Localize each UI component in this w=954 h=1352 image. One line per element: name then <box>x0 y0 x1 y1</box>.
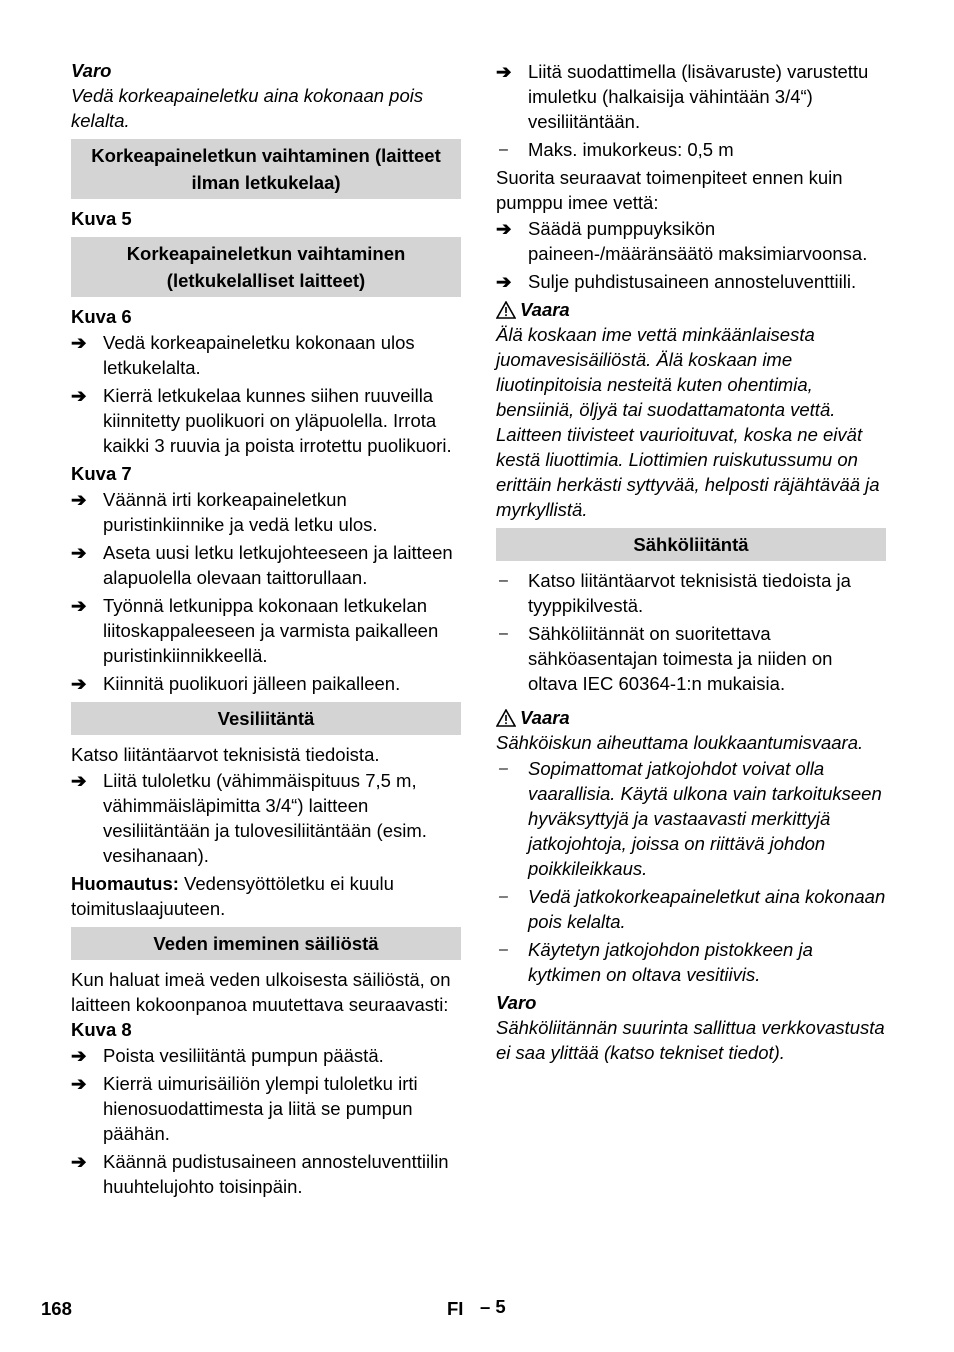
varo-text-2: Sähköliitännän suurinta sallittua verkkovastusta ei saa ylittää (katso tekniset tiedot). <box>496 1017 885 1063</box>
arrow-right-icon: ➔ <box>496 271 512 292</box>
arrow-right-icon: ➔ <box>71 542 87 563</box>
note-paragraph <box>71 871 461 921</box>
left-column <box>71 58 461 1202</box>
dash-bullet: – <box>499 941 508 958</box>
page-number: 168 <box>41 1298 72 1319</box>
list-item: – Käytetyn jatkojohdon pistokkeen ja kytkimen on oltava vesitiivis. <box>496 937 886 987</box>
danger-title-1: Vaara <box>496 297 886 322</box>
arrow-right-icon: ➔ <box>71 1045 87 1066</box>
arrow-right-icon: ➔ <box>496 218 512 239</box>
varo-text: Vedä korkeapaineletku aina kokonaan pois kelalta. <box>71 85 424 131</box>
list-item: – Sopimattomat jatkojohdot voivat olla vaarallisia. Käytä ulkona vain tarkoitukseen hyväksyttyjä ja vastaavasti merkittyjä jatkojohtoja, joissa on riittävä johdon poikkileikkaus. <box>496 756 886 881</box>
danger-text-1: Älä koskaan ime vettä minkäänlaisesta juomavesisäiliöstä. Älä koskaan ime liuotinpitoisia nesteitä kuten ohentimia, bensiiniä, öljyä tai suodattamatonta vettä. Laitteen tiivisteet vaurioituvat, koska ne eivät kestä liuottimia. Liottimien ruiskutussumu on erittäin herkästi syttyvää, helposti räjähtävää ja myrkyllistä. <box>496 324 880 520</box>
danger-title-2: Vaara <box>496 705 886 730</box>
list-item: – Maks. imukorkeus: 0,5 m <box>496 137 886 162</box>
arrow-right-icon: ➔ <box>71 332 87 353</box>
list-item: ➔ Säädä pumppuyksikön paineen-/määränsäätö maksimiarvoonsa. <box>496 218 868 264</box>
list-item: ➔ Liitä tuloletku (vähimmäispituus 7,5 m, vähimmäisläpimitta 3/4“) laitteen vesiliitäntään ja tulovesiliitäntään (esim. vesihanaan). <box>71 770 427 866</box>
list-item: ➔ Kierrä uimurisäiliön ylempi tuloletku irti hienosuodattimesta ja liitä se pumpun päähän. <box>71 1073 418 1144</box>
arrow-right-icon: ➔ <box>71 489 87 510</box>
warning-triangle-icon <box>496 297 516 322</box>
warning-triangle-icon <box>496 705 516 730</box>
section-number: – 5 <box>480 1296 506 1317</box>
varo-title: Varo <box>71 60 112 81</box>
language-code: FI <box>447 1298 464 1319</box>
suction-text: Kun haluat imeä veden ulkoisesta säiliöstä, on laitteen kokoonpanoa muutettava seuraavasti: <box>71 969 451 1015</box>
list-item: ➔ Kierrä letkukelaa kunnes siihen ruuveilla kiinnitetty puolikuori on yläpuolella. Irrota kaikki 3 ruuvia ja poista irrotettu puolikuori. <box>71 385 452 456</box>
arrow-right-icon: ➔ <box>71 673 87 694</box>
section-heading-electrical: Sähköliitäntä <box>496 528 886 561</box>
list-item: – Vedä jatkokorkeapaineletkut aina kokonaan pois kelalta. <box>496 884 886 934</box>
section-heading-hose-replace-reel: Korkeapaineletkun vaihtaminen (letkukelalliset laitteet) <box>71 237 461 297</box>
dash-bullet: – <box>499 572 508 589</box>
figure-ref-7: Kuva 7 <box>71 463 132 484</box>
danger-text-2: Sähköiskun aiheuttama loukkaantumisvaara. <box>496 732 864 753</box>
list-item: ➔ Vedä korkeapaineletku kokonaan ulos letkukelalta. <box>71 332 415 378</box>
arrow-right-icon: ➔ <box>71 595 87 616</box>
figure-ref-8: Kuva 8 <box>71 1019 132 1040</box>
water-connection-text: Katso liitäntäarvot teknisistä tiedoista. <box>71 744 380 765</box>
arrow-right-icon: ➔ <box>71 1073 87 1094</box>
figure-ref-5: Kuva 5 <box>71 208 132 229</box>
varo-title-2: Varo <box>496 992 537 1013</box>
list-item: ➔ Käännä pudistusaineen annosteluventtiilin huuhtelujohto toisinpäin. <box>71 1151 449 1197</box>
section-heading-hose-replace-no-reel: Korkeapaineletkun vaihtaminen (laitteet ilman letkukelaa) <box>71 139 461 199</box>
list-item: ➔ Aseta uusi letku letkujohteeseen ja laitteen alapuolella olevaan taittorullaan. <box>71 542 453 588</box>
dash-bullet: – <box>499 141 508 158</box>
section-heading-water-connection: Vesiliitäntä <box>71 702 461 735</box>
list-item: – Katso liitäntäarvot teknisistä tiedoista ja tyyppikilvestä. <box>496 568 886 618</box>
arrow-right-icon: ➔ <box>71 385 87 406</box>
note-label: Huomautus: <box>71 873 179 894</box>
pre-suction-text: Suorita seuraavat toimenpiteet ennen kuin pumppu imee vettä: <box>496 167 843 213</box>
section-heading-suction: Veden imeminen säiliöstä <box>71 927 461 960</box>
arrow-right-icon: ➔ <box>496 61 512 82</box>
arrow-right-icon: ➔ <box>71 1151 87 1172</box>
list-item: ➔ Työnnä letkunippa kokonaan letkukelan liitoskappaleeseen ja varmista paikalleen puristinkiinnikkeellä. <box>71 595 439 666</box>
list-item: ➔ Poista vesiliitäntä pumpun päästä. <box>71 1045 384 1066</box>
list-item: ➔ Väännä irti korkeapaineletkun puristinkiinnike ja vedä letku ulos. <box>71 489 378 535</box>
arrow-right-icon: ➔ <box>71 770 87 791</box>
dash-bullet: – <box>499 888 508 905</box>
list-item: ➔ Sulje puhdistusaineen annosteluventtiili. <box>496 271 857 292</box>
list-item: ➔ Liitä suodattimella (lisävaruste) varustettu imuletku (halkaisija vähintään 3/4“) vesiliitäntään. <box>496 61 869 132</box>
list-item: – Sähköliitännät on suoritettava sähköasentajan toimesta ja niiden on oltava IEC 60364-1:n mukaisia. <box>496 621 886 696</box>
dash-bullet: – <box>499 760 508 777</box>
list-item: ➔ Kiinnitä puolikuori jälleen paikalleen. <box>71 673 401 694</box>
right-column <box>496 58 886 1065</box>
dash-bullet: – <box>499 625 508 642</box>
note-text: Vedensyöttöletku ei kuulu toimituslaajuuteen. <box>71 873 394 919</box>
figure-ref-6: Kuva 6 <box>71 306 132 327</box>
